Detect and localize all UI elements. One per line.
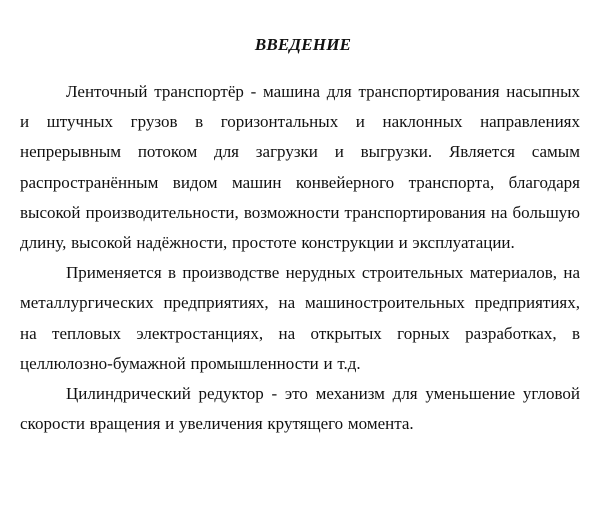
document-body (20, 77, 580, 439)
paragraph-applications: Применяется в производстве нерудных строительных материалов, на металлургических предприятиях, на машиностроительных предприятиях, на тепловых электростанциях, на открытых горных разработках, в целлюлозно-бумажной промышленности и т.д. (20, 263, 580, 373)
document-title: ВВЕДЕНИЕ (254, 35, 352, 54)
paragraph-belt-conveyor-definition: Ленточный транспортёр - машина для транспортирования насыпных и штучных грузов в горизонтальных и наклонных направлениях непрерывным потоком для загрузки и выгрузки. Является самым распространённым видом машин конвейерного транспорта, благодаря высокой производительности, возможности транспортирования на большую длину, высокой надёжности, простоте конструкции и эксплуатации. (20, 82, 580, 253)
paragraph-reducer-definition: Цилиндрический редуктор - это механизм для уменьшение угловой скорости вращения и увеличения крутящего момента. (20, 384, 580, 434)
